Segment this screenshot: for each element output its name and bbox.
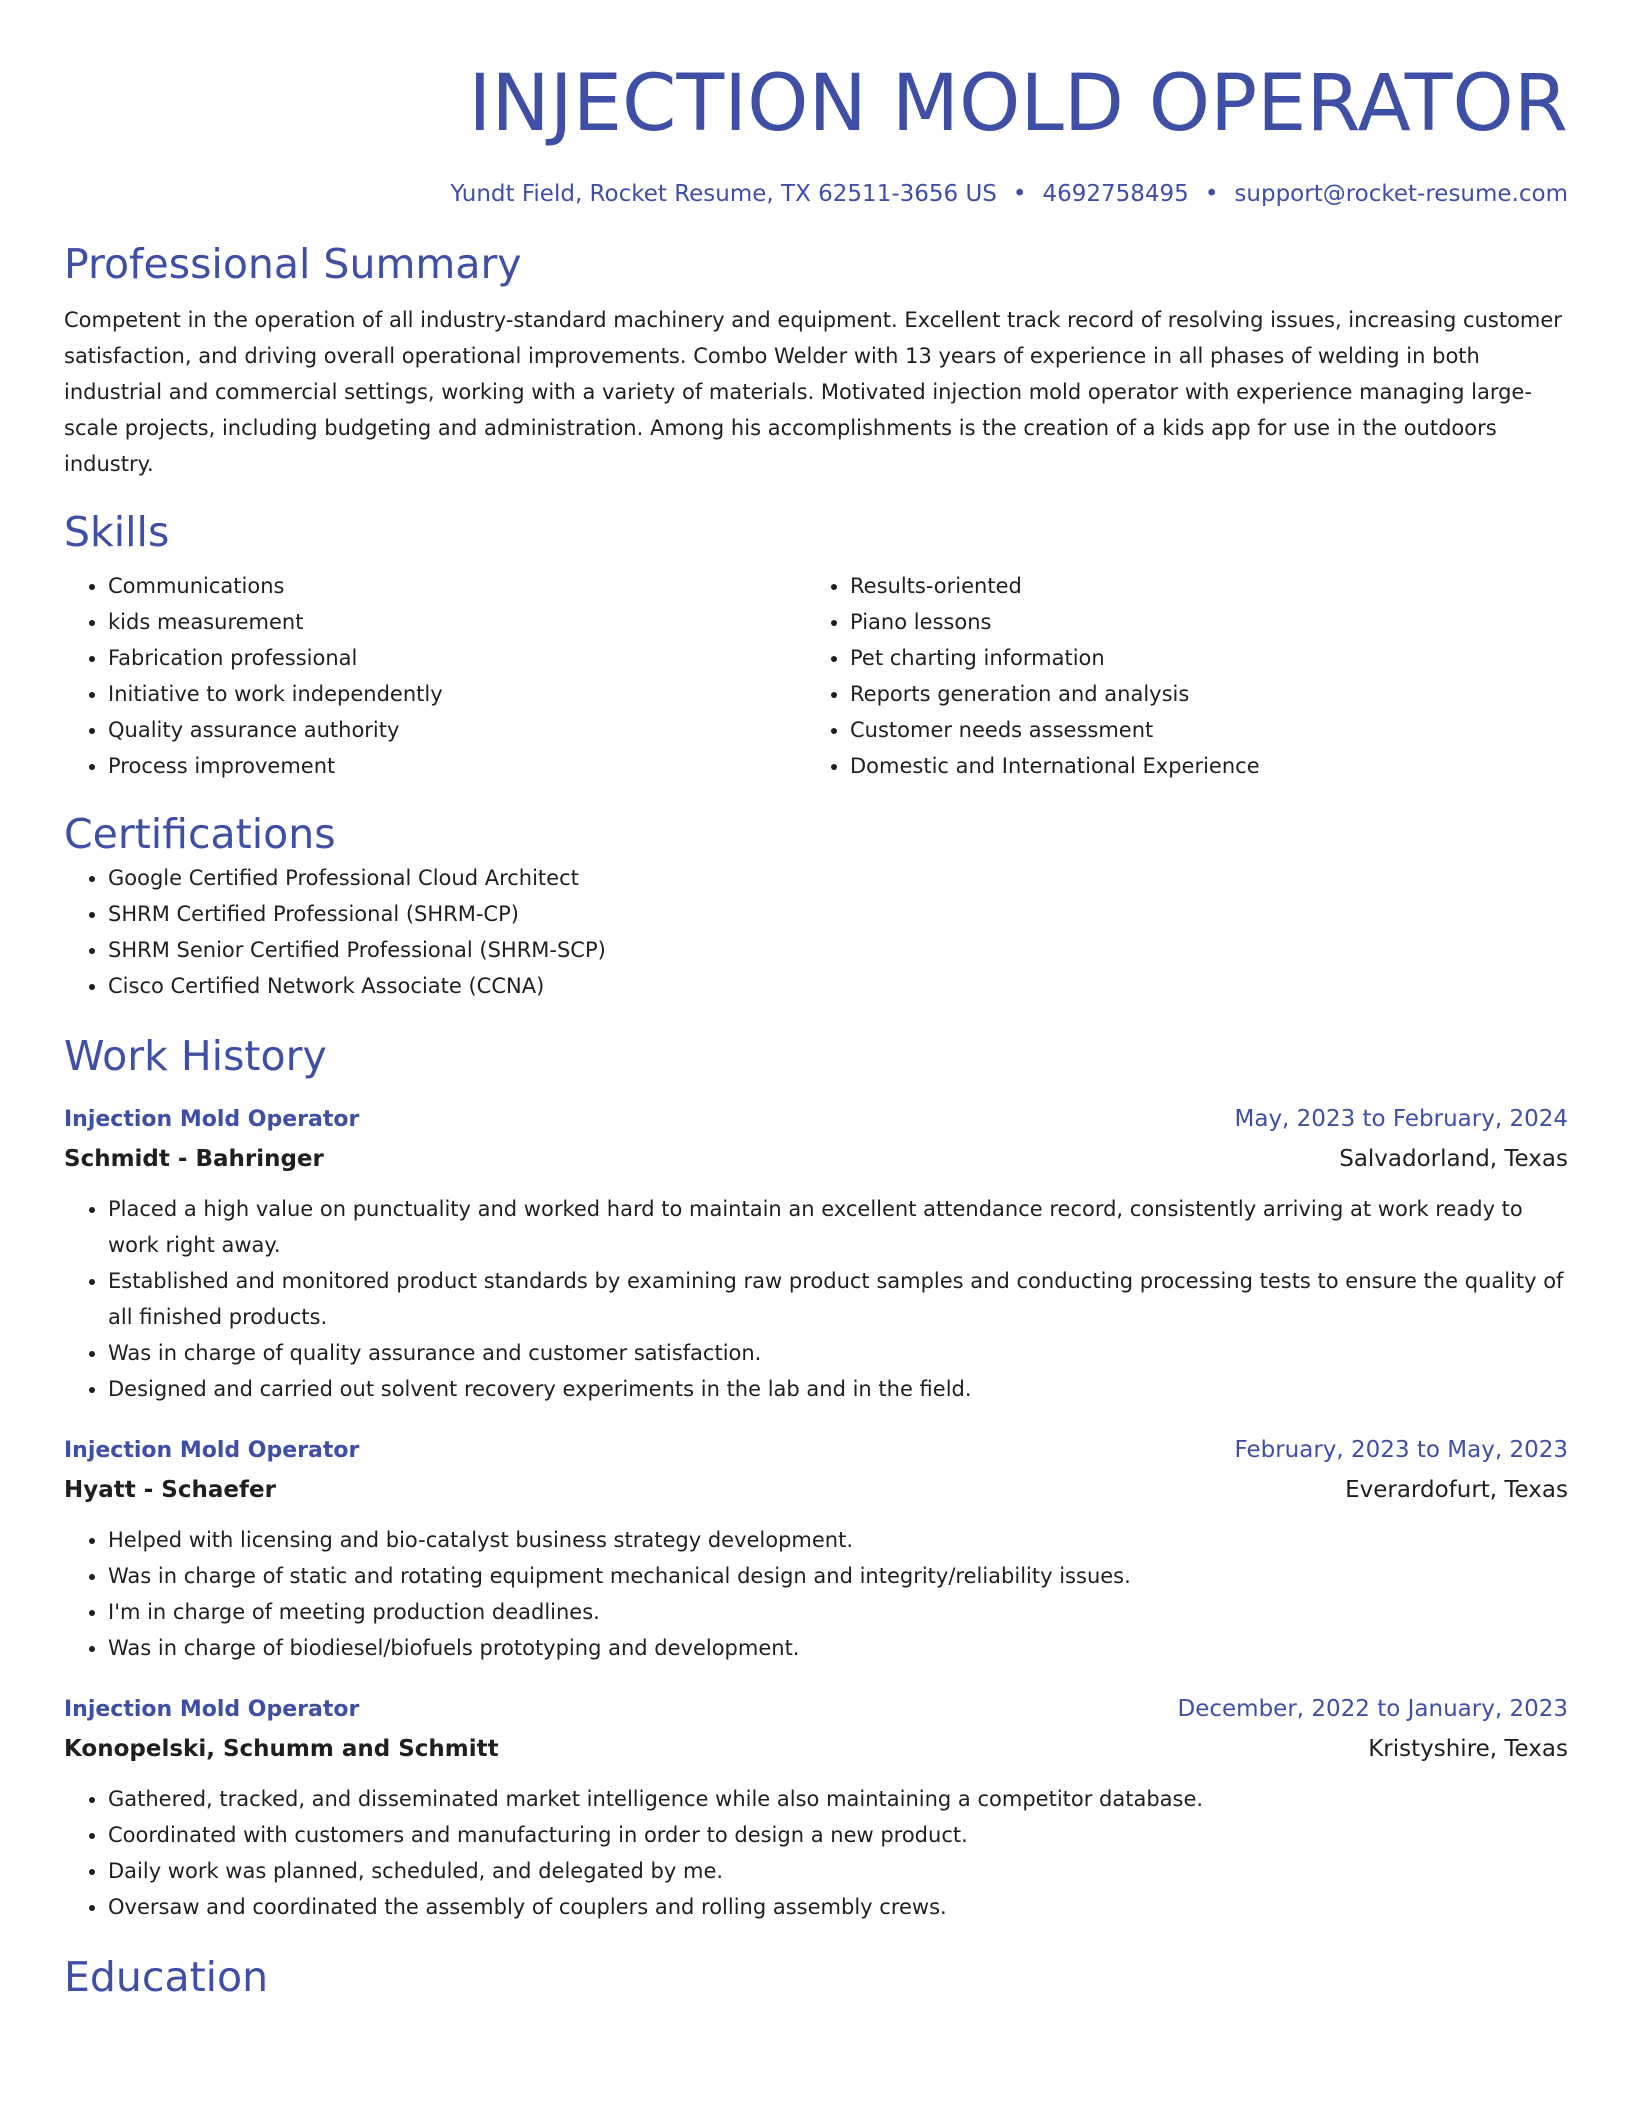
job-company: Schmidt - Bahringer xyxy=(64,1146,324,1172)
contact-separator: • xyxy=(1204,181,1219,207)
job-bullet: • Was in charge of biodiesel/biofuels prototyping and development. xyxy=(108,1630,1568,1666)
skill-item: • Pet charting information xyxy=(850,640,1548,676)
skill-item: • Quality assurance authority xyxy=(108,712,806,748)
job-location: Everardofurt, Texas xyxy=(1345,1477,1568,1503)
skills-columns xyxy=(64,568,1568,784)
job-header-row xyxy=(64,1690,1568,1729)
job-bullets xyxy=(64,1191,1568,1407)
contact-email: support@rocket-resume.com xyxy=(1234,181,1568,207)
skill-item: • Domestic and International Experience xyxy=(850,748,1548,784)
job-company: Hyatt - Schaefer xyxy=(64,1477,276,1503)
summary-heading: Professional Summary xyxy=(64,240,522,288)
certification-item: • Google Certified Professional Cloud Architect xyxy=(108,860,1568,896)
job-bullet: • Established and monitored product standards by examining raw product samples and conducting processing tests to ensure the quality of all finished products. xyxy=(108,1263,1568,1335)
job-bullet: • Daily work was planned, scheduled, and delegated by me. xyxy=(108,1853,1568,1889)
job-bullets xyxy=(64,1522,1568,1666)
skill-item: • Fabrication professional xyxy=(108,640,806,676)
certification-item: • SHRM Senior Certified Professional (SHRM-SCP) xyxy=(108,932,1568,968)
job-dates: December, 2022 to January, 2023 xyxy=(1177,1696,1568,1722)
job-entry xyxy=(64,1690,1568,1925)
job-bullet: • Helped with licensing and bio-catalyst business strategy development. xyxy=(108,1522,1568,1558)
job-entry xyxy=(64,1431,1568,1666)
education-heading: Education xyxy=(64,1953,269,2001)
contact-separator: • xyxy=(1012,181,1027,207)
job-bullet: • I'm in charge of meeting production deadlines. xyxy=(108,1594,1568,1630)
job-bullet: • Was in charge of quality assurance and customer satisfaction. xyxy=(108,1335,1568,1371)
job-bullet: • Oversaw and coordinated the assembly of couplers and rolling assembly crews. xyxy=(108,1889,1568,1925)
job-header-row xyxy=(64,1431,1568,1470)
skills-left-list xyxy=(64,568,806,784)
job-bullet: • Coordinated with customers and manufacturing in order to design a new product. xyxy=(108,1817,1568,1853)
job-bullet: • Gathered, tracked, and disseminated market intelligence while also maintaining a competitor database. xyxy=(108,1781,1568,1817)
job-title: Injection Mold Operator xyxy=(64,1697,360,1722)
skill-item: • Reports generation and analysis xyxy=(850,676,1548,712)
job-header-row xyxy=(64,1100,1568,1139)
job-title: Injection Mold Operator xyxy=(64,1107,360,1132)
contact-line xyxy=(64,178,1568,210)
job-bullets xyxy=(64,1781,1568,1925)
job-dates: May, 2023 to February, 2024 xyxy=(1234,1106,1568,1132)
resume-page xyxy=(64,0,1568,2003)
job-dates: February, 2023 to May, 2023 xyxy=(1234,1437,1568,1463)
skill-item: • Initiative to work independently xyxy=(108,676,806,712)
job-bullet: • Was in charge of static and rotating equipment mechanical design and integrity/reliability issues. xyxy=(108,1558,1568,1594)
skill-item: • Communications xyxy=(108,568,806,604)
job-company-row xyxy=(64,1729,1568,1769)
contact-address: Yundt Field, Rocket Resume, TX 62511-3656 US xyxy=(450,181,997,207)
job-company: Konopelski, Schumm and Schmitt xyxy=(64,1736,499,1762)
job-bullet: • Designed and carried out solvent recovery experiments in the lab and in the field. xyxy=(108,1371,1568,1407)
skill-item: • Results-oriented xyxy=(850,568,1548,604)
skills-heading: Skills xyxy=(64,508,170,556)
job-title: Injection Mold Operator xyxy=(64,1438,360,1463)
job-company-row xyxy=(64,1470,1568,1510)
summary-text: Competent in the operation of all industry-standard machinery and equipment. Excellent track record of resolving issues, increasing customer satisfaction, and driving overall operational improvements. Combo Welder with 13 years of experience in all phases of welding in both industrial and commercial settings, working with a variety of materials. Motivated injection mold operator with experience managing large-scale projects, including budgeting and administration. Among his accomplishments is the creation of a kids app for use in the outdoors industry. xyxy=(64,308,1562,476)
skill-item: • Piano lessons xyxy=(850,604,1548,640)
skill-item: • kids measurement xyxy=(108,604,806,640)
certification-item: • Cisco Certified Network Associate (CCNA) xyxy=(108,968,1568,1004)
job-location: Kristyshire, Texas xyxy=(1368,1736,1568,1762)
contact-phone: 4692758495 xyxy=(1042,181,1189,207)
job-entry xyxy=(64,1100,1568,1407)
job-location: Salvadorland, Texas xyxy=(1339,1146,1568,1172)
job-bullet: • Placed a high value on punctuality and worked hard to maintain an excellent attendance record, consistently arriving at work ready to work right away. xyxy=(108,1191,1568,1263)
job-company-row xyxy=(64,1139,1568,1179)
skill-item: • Customer needs assessment xyxy=(850,712,1548,748)
certifications-heading: Certifications xyxy=(64,810,336,858)
skills-right-list xyxy=(806,568,1548,784)
certification-item: • SHRM Certified Professional (SHRM-CP) xyxy=(108,896,1568,932)
skill-item: • Process improvement xyxy=(108,748,806,784)
work-history-heading: Work History xyxy=(64,1032,327,1080)
certifications-list xyxy=(64,860,1568,1004)
resume-title: INJECTION MOLD OPERATOR xyxy=(468,59,1568,149)
